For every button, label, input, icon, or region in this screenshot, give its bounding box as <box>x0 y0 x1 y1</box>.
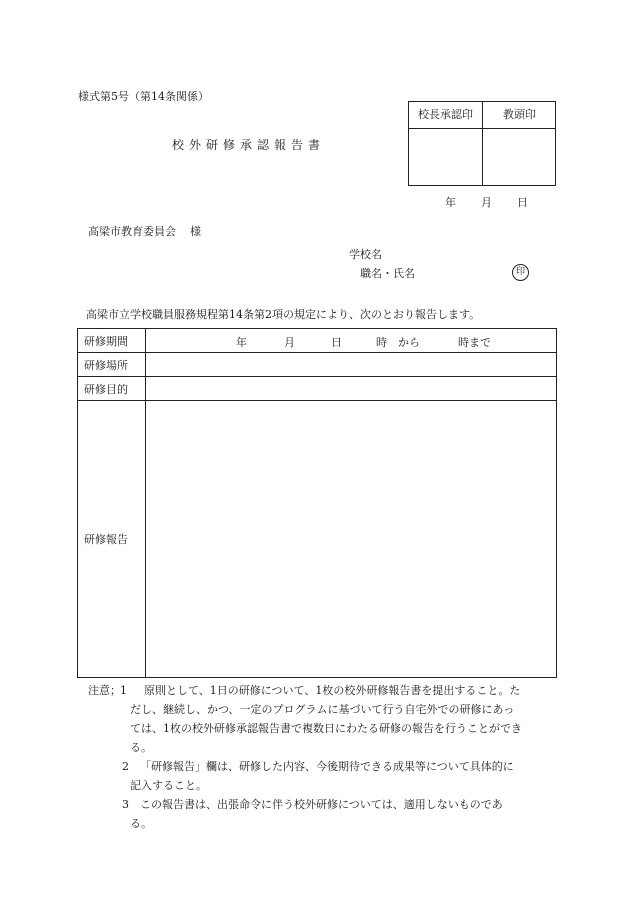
note-1-line-1: 原則として、1日の研修について、1枚の校外研修報告書を提出すること。た <box>144 684 521 697</box>
school-name-label: 学校名 <box>349 248 382 261</box>
note-2-line-1: 「研修報告」欄は、研修した内容、今後期待できる成果等について具体的に <box>140 760 514 773</box>
report-field[interactable] <box>146 401 557 678</box>
report-row <box>78 401 557 678</box>
notes-section <box>88 681 563 833</box>
title-name-label: 職名・氏名 <box>360 267 415 280</box>
note-1-line-3: ては、1枚の校外研修承認報告書で複数日にわたる研修の報告を行うことができ <box>130 722 522 735</box>
principal-seal-label: 校長承認印 <box>418 108 473 121</box>
addressee-name: 高梁市教育委員会 <box>88 225 176 238</box>
note-1-line-4: る。 <box>130 741 152 754</box>
note-number-1: 1 <box>120 684 127 697</box>
date-year-label: 年 <box>445 196 456 209</box>
period-label: 研修期間 <box>78 329 146 353</box>
approval-seal-box <box>408 101 556 186</box>
notes-heading: 注意； <box>88 684 121 697</box>
purpose-label: 研修目的 <box>78 377 146 401</box>
place-field[interactable] <box>146 353 557 377</box>
period-row <box>78 329 557 353</box>
note-item-1 <box>88 681 563 757</box>
note-3-line-2: る。 <box>130 817 152 830</box>
period-hour-from-label: 時 から <box>376 336 420 349</box>
note-item-3 <box>88 795 563 833</box>
purpose-field[interactable] <box>146 377 557 401</box>
purpose-row <box>78 377 557 401</box>
place-row <box>78 353 557 377</box>
note-number-2: 2 <box>122 760 129 773</box>
seal-icon: 印 <box>512 264 529 281</box>
place-label: 研修場所 <box>78 353 146 377</box>
date-month-label: 月 <box>481 196 492 209</box>
report-table <box>77 328 557 678</box>
period-month-label: 月 <box>284 336 295 349</box>
report-label: 研修報告 <box>78 401 146 678</box>
period-field[interactable] <box>146 329 557 353</box>
vice-principal-seal-label: 教頭印 <box>503 108 536 121</box>
period-hour-to-label: 時まで <box>458 336 491 349</box>
date-day-label: 日 <box>517 196 528 209</box>
intro-text: 高梁市立学校職員服務規程第14条第2項の規定により、次のとおり報告します。 <box>86 308 481 321</box>
note-1-line-2: だし、継続し、かつ、一定のプログラムに基づいて行う自宅外での研修にあっ <box>130 703 515 716</box>
document-title: 校外研修承認報告書 <box>172 138 326 152</box>
period-day-label: 日 <box>331 336 342 349</box>
note-number-3: 3 <box>122 798 129 811</box>
note-item-2 <box>88 757 563 795</box>
form-number: 様式第5号（第14条関係） <box>78 90 209 103</box>
addressee-honorific: 様 <box>190 225 201 238</box>
period-year-label: 年 <box>236 336 247 349</box>
addressee <box>88 223 201 239</box>
note-2-line-2: 記入すること。 <box>130 779 207 792</box>
note-3-line-1: この報告書は、出張命令に伴う校外研修については、適用しないものであ <box>140 798 503 811</box>
